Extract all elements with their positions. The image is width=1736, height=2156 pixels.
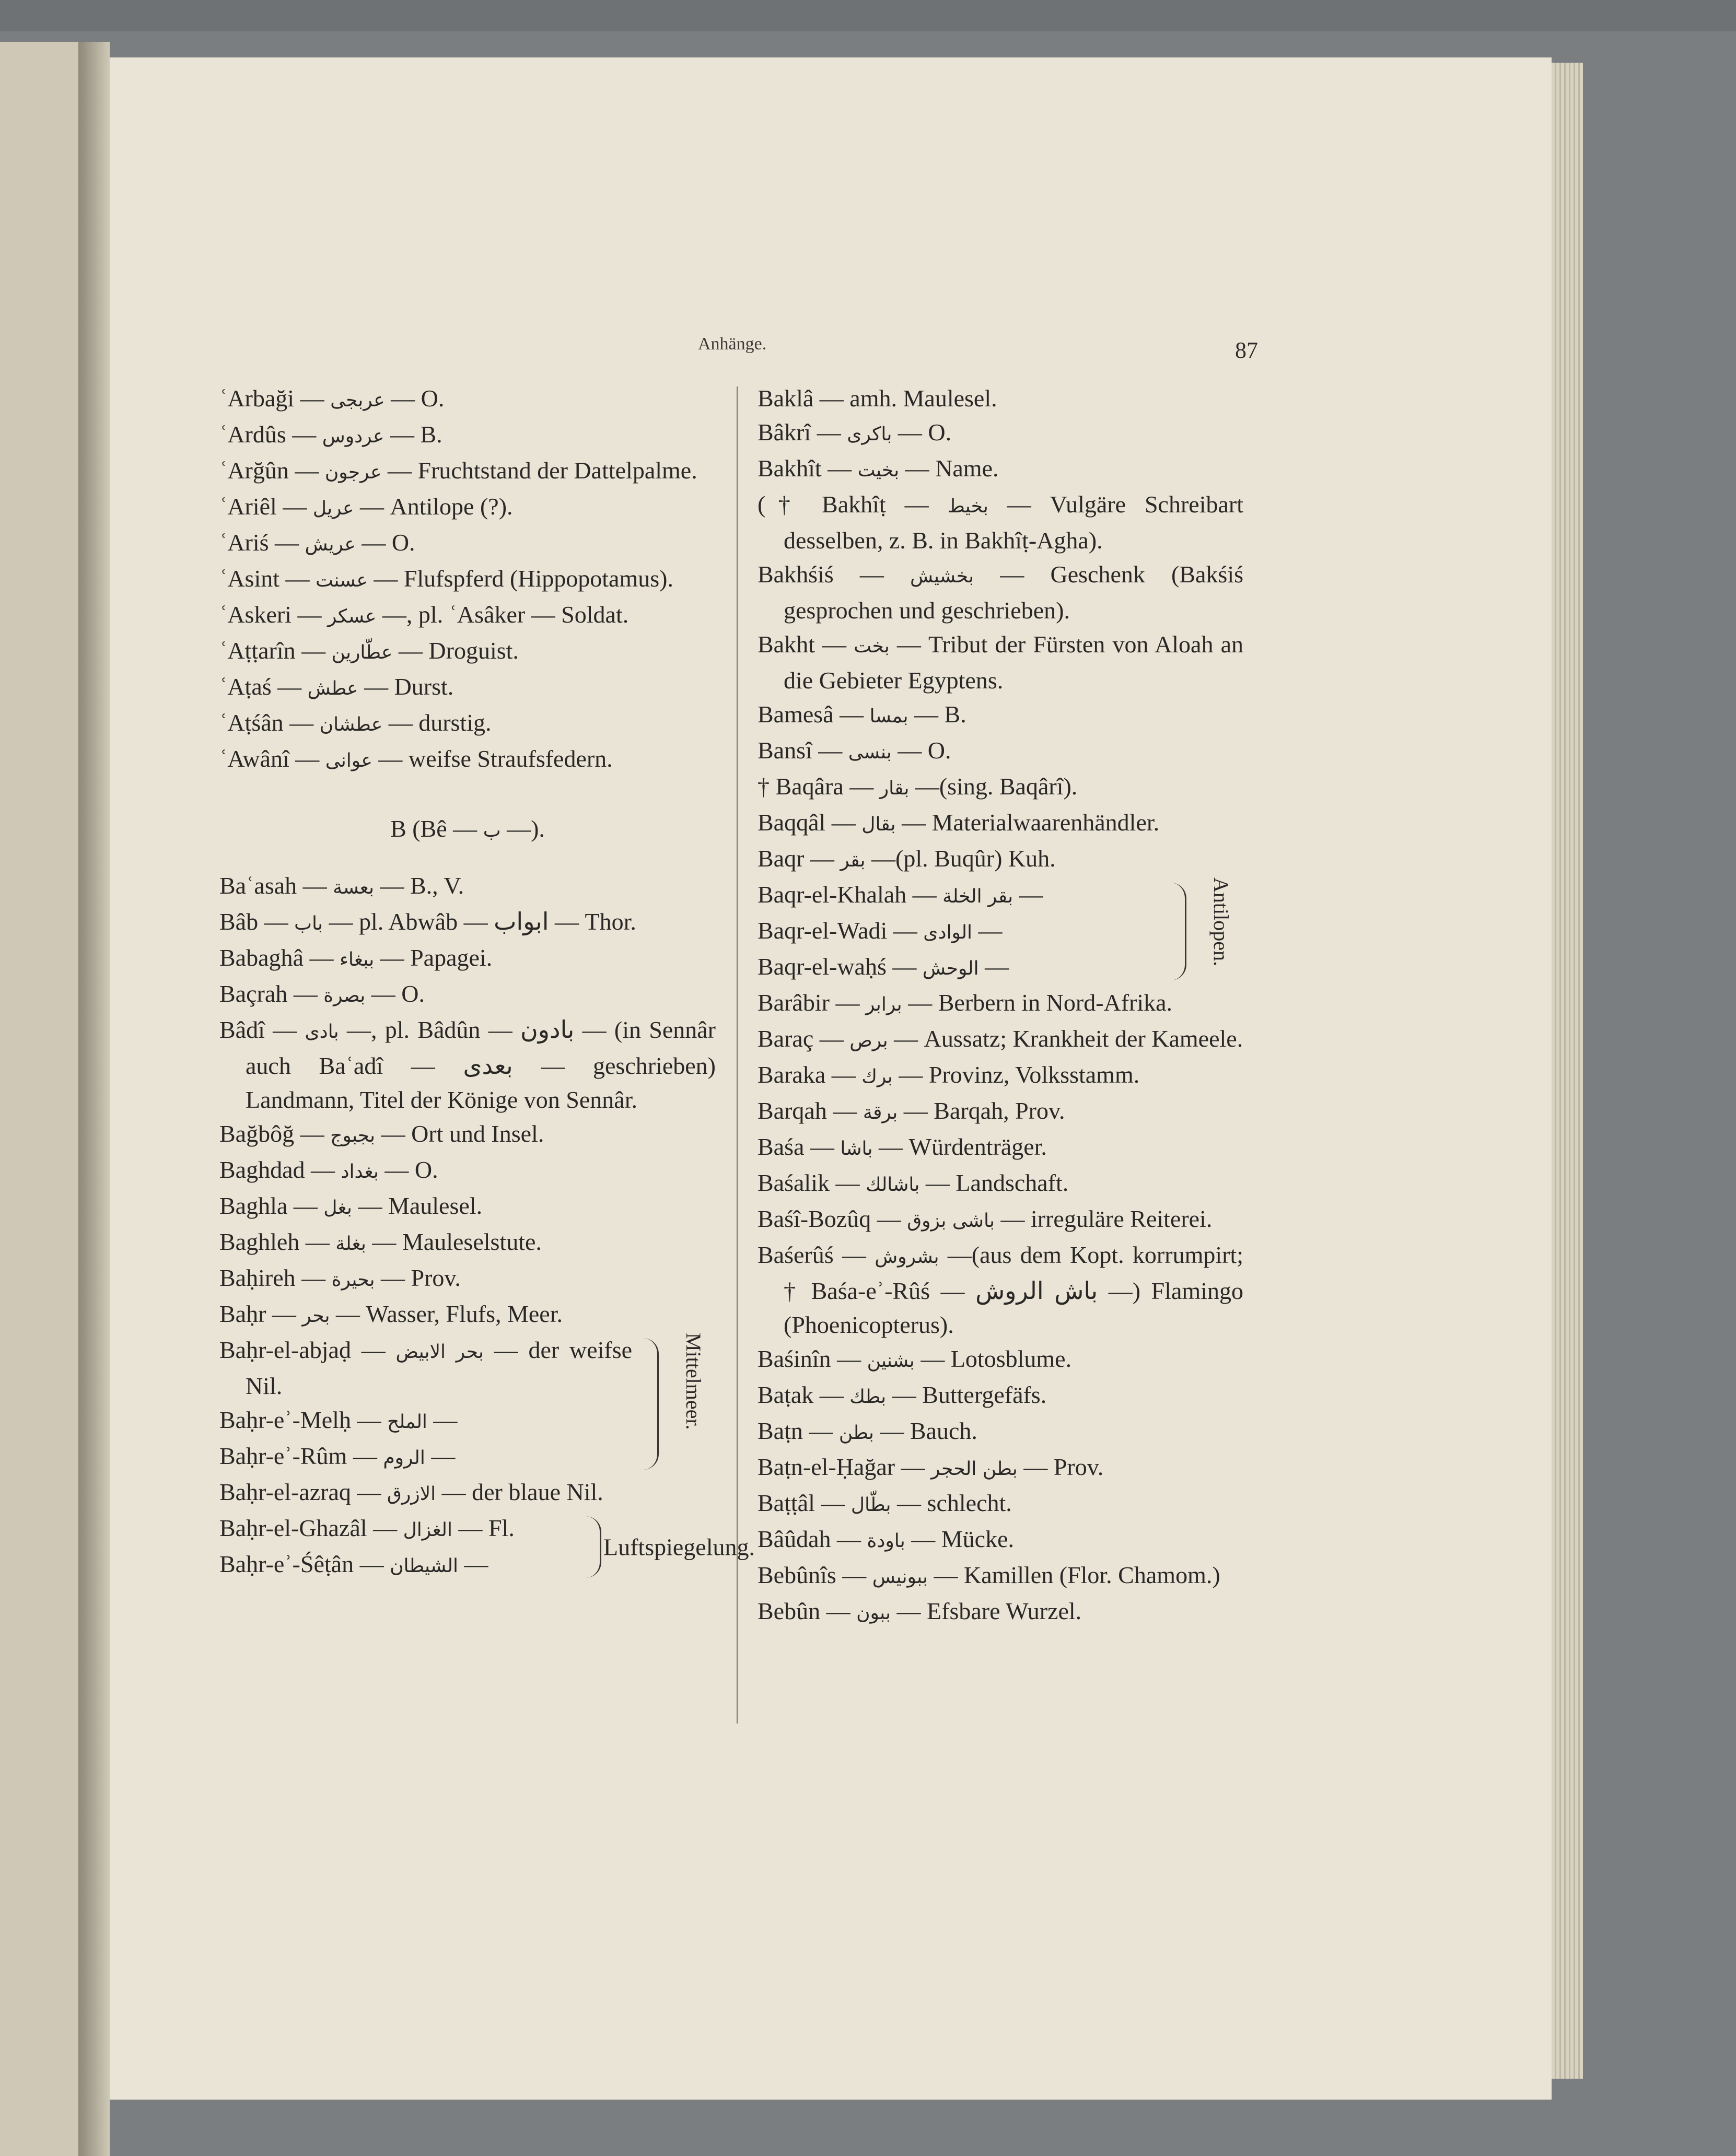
entry-definition: weifse Straufsfedern.	[408, 745, 613, 772]
entry-arabic: برقة	[863, 1102, 898, 1123]
entry-definition: Mauleselstute.	[402, 1228, 542, 1255]
entry-arabic: باب	[294, 913, 323, 934]
entry-arabic: بشنين	[867, 1350, 915, 1372]
glossary-entry: Bamesâ — بمسا — B.	[758, 701, 966, 728]
entry-headword: Baḥireh	[219, 1264, 296, 1291]
entry-headword: ʿArbaği	[219, 385, 295, 412]
entry-headword: Baḥr-eʾ-Melḥ	[219, 1407, 351, 1433]
entry-headword: Baqr-el-waḥś	[758, 953, 887, 980]
left-entries-top	[219, 381, 716, 778]
entry-definition: Droguist.	[428, 637, 519, 664]
book-gutter	[78, 42, 110, 2156]
entry-definition: (pl. Buqûr) Kuh.	[895, 845, 1056, 872]
glossary-entry: ʿAṭaś — عطش — Durst.	[219, 673, 454, 700]
entry-headword: Bamesâ	[758, 701, 834, 728]
entry-headword: Baḥr-eʾ-Śêṭân	[219, 1551, 354, 1577]
entry-definition: O.	[391, 529, 415, 556]
brace	[585, 1516, 601, 1578]
entry-arabic: الوحش	[922, 958, 979, 979]
group-mittelmeer	[219, 1333, 716, 1475]
entry-definition: (aus dem Kopt. korrumpirt; † Baśa-eʾ-Rûś — باش الروش —) Flamingo (Phoenicopterus).	[784, 1241, 1244, 1338]
group-luft-label	[580, 1511, 755, 1583]
glossary-entry: Baraka — برك — Provinz, Volksstamm.	[758, 1061, 1140, 1088]
entry-definition: Materialwaarenhändler.	[931, 809, 1160, 836]
entry-definition: Prov.	[1053, 1454, 1104, 1480]
entry-arabic: باشا	[840, 1138, 873, 1159]
glossary-entry: Barqah — برقة — Barqah, Prov.	[758, 1097, 1065, 1124]
glossary-entry: Barâbir — برابر — Berbern in Nord-Afrika.	[758, 989, 1173, 1016]
entry-headword: Baçrah	[219, 980, 288, 1007]
entry-arabic: بغل	[323, 1197, 352, 1218]
entry-arabic: بغلة	[335, 1233, 366, 1255]
entry-arabic: عطشان	[319, 714, 383, 735]
entry-definition: amh. Maulesel.	[849, 385, 997, 412]
glossary-entry: Baḥr-eʾ-Rûm — الروم —	[219, 1443, 456, 1469]
entry-definition: Efsbare Wurzel.	[927, 1598, 1082, 1624]
entry-definition: der weifse Nil.	[246, 1337, 633, 1399]
glossary-entry: Bakhśiś — بخشيش — Geschenk (Bakśiś gesprochen und geschrieben).	[758, 561, 1244, 624]
column-divider	[737, 386, 738, 1724]
entry-definition: O.	[414, 1156, 438, 1183]
entry-headword: Baqqâl	[758, 809, 826, 836]
glossary-entry: Baçrah — بصرة — O.	[219, 980, 425, 1007]
entry-arabic: عسنت	[316, 570, 368, 591]
entry-headword: Baḥr-el-azraq	[219, 1479, 351, 1505]
entry-arabic: بشروش	[875, 1246, 939, 1268]
glossary-entry: († Bakhîṭ — بخيط — Vulgäre Schreibart desselben, z. B. in Bakhîṭ-Agha).	[758, 491, 1244, 554]
entry-arabic: باشى بزوق	[907, 1210, 995, 1232]
entry-definition: pl. Abwâb — ابواب — Thor.	[359, 908, 636, 935]
entry-arabic: بقار	[879, 778, 910, 799]
entry-arabic: بخيط	[947, 496, 988, 517]
glossary-entry: Bakht — بخت — Tribut der Fürsten von Aloah an die Gebieter Egyptens.	[758, 631, 1243, 694]
entry-arabic: بخيت	[857, 460, 900, 481]
entry-arabic: بخت	[854, 636, 890, 657]
entry-headword: Bâb	[219, 908, 259, 935]
entry-arabic: عطش	[307, 678, 358, 699]
glossary-entry: Baśî-Bozûq — باشى بزوق — irreguläre Reiterei.	[758, 1205, 1213, 1232]
right-column	[758, 381, 1243, 1630]
entry-definition: Durst.	[394, 673, 454, 700]
glossary-entry: ʿAṭṭarîn — عطّارين — Droguist.	[219, 637, 519, 664]
entry-arabic: بجبوج	[330, 1125, 376, 1146]
entry-headword: Baḥr-el-abjaḍ	[219, 1337, 351, 1363]
group-luftspiegelung	[219, 1511, 755, 1583]
entry-arabic: الغزال	[403, 1519, 452, 1541]
glossary-entry: Baʿasah — بعسة — B., V.	[219, 872, 464, 899]
entry-headword: Babaghâ	[219, 944, 304, 971]
entry-definition: Antilope (?).	[390, 493, 513, 520]
entry-headword: Baḥr-el-Ghazâl	[219, 1515, 367, 1541]
entry-headword: Baraç	[758, 1025, 814, 1052]
mittelmeer-label: Mittelmeer.	[682, 1333, 705, 1430]
entry-headword: ʿAskeri	[219, 601, 292, 628]
entry-headword: Baṭn-el-Ḥağar	[758, 1454, 895, 1480]
glossary-entry: Baśerûś — بشروش —(aus dem Kopt. korrumpirt; † Baśa-eʾ-Rûś — باش الروش —) Flamingo (Phoenicopterus).	[758, 1241, 1244, 1338]
entry-definition: Aussatz; Krankheit der Kameele.	[924, 1025, 1243, 1052]
glossary-entry: ʿAwânî — عوانى — weifse Straufsfedern.	[219, 745, 613, 772]
entry-headword: Baśerûś	[758, 1241, 834, 1268]
glossary-entry: Baraç — برص — Aussatz; Krankheit der Kameele.	[758, 1025, 1243, 1052]
brace	[1170, 883, 1186, 980]
entry-definition: Landschaft.	[956, 1169, 1069, 1196]
entry-arabic: بطن الحجر	[931, 1458, 1018, 1480]
entry-headword: ʿArdûs	[219, 421, 286, 448]
glossary-entry: Baṭak — بطك — Buttergefäfs.	[758, 1381, 1047, 1408]
entry-headword: Baśa	[758, 1133, 805, 1160]
entry-definition: B.	[420, 421, 442, 448]
entry-definition: Barqah, Prov.	[934, 1097, 1065, 1124]
entry-headword: Baklâ	[758, 385, 814, 412]
entry-headword: Baqr	[758, 845, 805, 872]
glossary-entry: Baḥr-el-abjaḍ — بحر الابيض — der weifse Nil.	[219, 1337, 633, 1399]
page-edges	[1552, 63, 1583, 2079]
entry-arabic: عربجى	[330, 390, 385, 411]
entry-arabic: بطن	[838, 1422, 874, 1444]
entry-definition: O.	[401, 980, 425, 1007]
glossary-entry: Baqr-el-Wadi — الوادى —	[758, 917, 1003, 944]
entry-headword: Baghdad	[219, 1156, 305, 1183]
entry-definition: Fl.	[488, 1515, 515, 1541]
entry-headword: ʿAṭṭarîn	[219, 637, 296, 664]
entry-headword: Baśî-Bozûq	[758, 1205, 871, 1232]
glossary-entry: Bâdî — بادى —, pl. Bâdûn — بادون — (in Sennâr auch Baʿadî — بعدى — geschrieben) Landmann, Titel der Könige von Sennâr.	[219, 1016, 716, 1113]
entry-definition: O.	[421, 385, 445, 412]
entry-definition: Lotosblume.	[950, 1345, 1072, 1372]
entry-arabic: الازرق	[387, 1483, 436, 1505]
entry-headword: Baghleh	[219, 1228, 300, 1255]
glossary-entry: ʿAsint — عسنت — Flufspferd (Hippopotamus).	[219, 565, 673, 592]
section-heading-post: —).	[507, 815, 545, 842]
entry-arabic: بقر الخلة	[942, 886, 1013, 907]
entry-arabic: بقر	[840, 850, 866, 871]
glossary-entry: Baṭn-el-Ḥağar — بطن الحجر — Prov.	[758, 1454, 1104, 1480]
entry-headword: ʿAriêl	[219, 493, 277, 520]
entry-arabic: باشالك	[865, 1174, 920, 1196]
entry-arabic: بنسى	[848, 742, 892, 763]
entry-headword: Bakhśiś	[758, 561, 834, 588]
entry-headword: Baḥr	[219, 1300, 266, 1327]
glossary-entry: ʿAṭśân — عطشان — durstig.	[219, 709, 492, 736]
entry-arabic: بخشيش	[910, 566, 974, 587]
entry-headword: Baʿasah	[219, 872, 297, 899]
section-heading	[219, 812, 716, 848]
entry-definition: Kamillen (Flor. Chamom.)	[964, 1562, 1220, 1588]
entry-definition: Mücke.	[941, 1526, 1015, 1552]
brace	[643, 1338, 659, 1470]
entry-definition: B.	[944, 701, 966, 728]
glossary-entry: Baklâ — amh. Maulesel.	[758, 385, 997, 412]
left-column	[219, 381, 755, 1583]
glossary-entry: ʿAriś — عريش — O.	[219, 529, 415, 556]
entry-arabic: عريش	[305, 534, 356, 555]
entry-arabic: برص	[849, 1030, 888, 1051]
entry-headword: Baraka	[758, 1061, 826, 1088]
entry-headword: Bakht	[758, 631, 815, 658]
entry-headword: ʿAṭśân	[219, 709, 284, 736]
glossary-entry: † Baqâra — بقار —(sing. Baqârî).	[758, 773, 1078, 800]
glossary-entry: Bansî — بنسى — O.	[758, 737, 951, 764]
entry-headword: † Baqâra	[758, 773, 844, 800]
entry-definition: Flufspferd (Hippopotamus).	[403, 565, 673, 592]
luftspiegelung-label: Luftspiegelung.	[603, 1533, 755, 1561]
entry-definition: Prov.	[411, 1264, 461, 1291]
entry-arabic: بمسا	[869, 706, 908, 727]
entry-arabic: الملح	[387, 1411, 427, 1433]
entry-definition: Provinz, Volksstamm.	[928, 1061, 1140, 1088]
entry-headword: ʿArğûn	[219, 457, 289, 484]
entry-arabic: عسكر	[327, 606, 377, 627]
entry-headword: ʿAriś	[219, 529, 269, 556]
entry-definition: O.	[927, 737, 951, 764]
entry-definition: Ort und Insel.	[411, 1120, 544, 1147]
entry-arabic: بطّال	[850, 1494, 891, 1516]
entry-definition: Fruchtstand der Dattelpalme.	[417, 457, 697, 484]
glossary-entry: ʿArğûn — عرجون — Fruchtstand der Dattelpalme.	[219, 457, 697, 484]
entry-headword: Bansî	[758, 737, 812, 764]
glossary-entry: Baśa — باشا — Würdenträger.	[758, 1133, 1047, 1160]
entry-headword: Baśalik	[758, 1169, 830, 1196]
entry-arabic: عريل	[312, 498, 354, 519]
glossary-entry: Baḥr-eʾ-Śêṭân — الشيطان —	[219, 1551, 488, 1577]
entry-arabic: بقال	[861, 814, 896, 835]
entry-definition: Würdenträger.	[908, 1133, 1047, 1160]
entry-headword: ʿAṭaś	[219, 673, 272, 700]
glossary-entry: ʿArdûs — عردوس — B.	[219, 421, 442, 448]
page-number: 87	[1235, 337, 1258, 363]
glossary-entry: ʿArbaği — عربجى — O.	[219, 385, 445, 412]
running-head: Anhänge.	[698, 334, 767, 354]
glossary-entry: Baghdad — بغداد — O.	[219, 1156, 438, 1183]
entry-headword: Barqah	[758, 1097, 827, 1124]
entry-definition: Tribut der Fürsten von Aloah an die Gebieter Egyptens.	[784, 631, 1243, 694]
glossary-entry: Baḥr-el-Ghazâl — الغزال — Fl.	[219, 1515, 515, 1541]
entry-headword: Baṭṭâl	[758, 1490, 815, 1516]
entry-arabic: بصرة	[323, 985, 366, 1006]
entry-arabic: برك	[861, 1066, 893, 1087]
glossary-entry: Babaghâ — ببغاء — Papagei.	[219, 944, 493, 971]
entry-arabic: باكرى	[847, 424, 892, 445]
entry-headword: Baḥr-eʾ-Rûm	[219, 1443, 347, 1469]
glossary-entry: Baqqâl — بقال — Materialwaarenhändler.	[758, 809, 1160, 836]
entry-arabic: بحر	[302, 1305, 330, 1327]
entry-headword: ʿAsint	[219, 565, 279, 592]
glossary-entry: Baḥr-el-azraq — الازرق — der blaue Nil.	[219, 1479, 603, 1505]
glossary-entry: Baṭn — بطن — Bauch.	[758, 1417, 977, 1444]
entry-definition: Vulgäre Schreibart desselben, z. B. in Bakhîṭ-Agha).	[784, 491, 1244, 554]
entry-arabic: بحر الابيض	[395, 1341, 484, 1363]
entry-arabic: بطك	[849, 1386, 887, 1408]
entry-arabic: ببغاء	[339, 949, 375, 970]
entry-headword: Baghla	[219, 1192, 288, 1219]
entry-headword: Bakhît	[758, 455, 822, 482]
entry-definition: Geschenk (Bakśiś gesprochen und geschrieben).	[784, 561, 1244, 624]
glossary-entry: ʿAriêl — عريل — Antilope (?).	[219, 493, 513, 520]
entry-headword: Bebûn	[758, 1598, 821, 1624]
entry-definition: Buttergefäfs.	[922, 1381, 1047, 1408]
group-antilopen-label	[1165, 877, 1243, 986]
entry-definition: Maulesel.	[388, 1192, 483, 1219]
entry-definition: (sing. Baqârî).	[939, 773, 1078, 800]
entry-headword: Baṭn	[758, 1417, 803, 1444]
entry-arabic: باودة	[867, 1530, 905, 1552]
glossary-entry: Baḥireh — بحيرة — Prov.	[219, 1264, 461, 1291]
glossary-entry: Bebûn — ببون — Efsbare Wurzel.	[758, 1598, 1082, 1624]
entry-arabic: بعسة	[333, 877, 374, 898]
glossary-entry: Baqr-el-Khalah — بقر الخلة —	[758, 881, 1043, 908]
entry-arabic: برابر	[865, 994, 902, 1015]
entry-definition: B., V.	[410, 872, 464, 899]
entry-arabic: ببونيس	[872, 1566, 928, 1588]
glossary-entry: Baghla — بغل — Maulesel.	[219, 1192, 483, 1219]
entry-headword: Baṭak	[758, 1381, 814, 1408]
entry-definition: irreguläre Reiterei.	[1031, 1205, 1213, 1232]
glossary-entry: Bâkrî — باكرى — O.	[758, 419, 952, 446]
right-entries-top	[758, 381, 1243, 877]
group-antilopen	[758, 877, 1243, 986]
entry-headword: Bağbôğ	[219, 1120, 295, 1147]
entry-arabic: عطّارين	[331, 642, 393, 663]
glossary-entry: Baśinîn — بشنين — Lotosblume.	[758, 1345, 1072, 1372]
glossary-entry: Bâb — باب — pl. Abwâb — ابواب — Thor.	[219, 908, 636, 935]
entry-arabic: بادى	[305, 1021, 339, 1042]
entry-definition: Name.	[935, 455, 999, 482]
entry-arabic: الوادى	[923, 922, 973, 943]
entry-arabic: عوانى	[325, 750, 372, 771]
left-page-edge	[0, 42, 78, 2156]
entry-headword: Baśinîn	[758, 1345, 831, 1372]
entry-headword: († Bakhîṭ	[758, 491, 886, 518]
glossary-entry: Bâûdah — باودة — Mücke.	[758, 1526, 1015, 1552]
right-entries-bottom	[758, 986, 1243, 1630]
glossary-entry: Bağbôğ — بجبوج — Ort und Insel.	[219, 1120, 544, 1147]
entry-headword: Baqr-el-Khalah	[758, 881, 907, 908]
entry-definition: Berbern in Nord-Afrika.	[938, 989, 1173, 1016]
entry-definition: Bauch.	[910, 1417, 977, 1444]
group-mittelmeer-label	[637, 1333, 716, 1475]
left-entries-b	[219, 869, 716, 1333]
entry-headword: Bâkrî	[758, 419, 811, 446]
glossary-entry: Baśalik — باشالك — Landschaft.	[758, 1169, 1069, 1196]
entry-headword: Bebûnîs	[758, 1562, 836, 1588]
glossary-entry: Baḥr-eʾ-Melḥ — الملح —	[219, 1407, 458, 1433]
entry-definition: O.	[928, 419, 952, 446]
glossary-entry: Baqr-el-waḥś — الوحش —	[758, 953, 1009, 980]
entry-definition: der blaue Nil.	[472, 1479, 603, 1505]
entry-arabic: الروم	[383, 1447, 425, 1469]
glossary-entry: Baghleh — بغلة — Mauleselstute.	[219, 1228, 542, 1255]
entry-arabic: ببون	[856, 1602, 891, 1624]
entry-definition: Papagei.	[410, 944, 493, 971]
entry-arabic: عردوس	[322, 426, 385, 447]
glossary-entry: Bebûnîs — ببونيس — Kamillen (Flor. Chamom.)	[758, 1562, 1220, 1588]
entry-headword: Baqr-el-Wadi	[758, 917, 888, 944]
glossary-entry: ʿAskeri — عسكر —, pl. ʿAsâker — Soldat.	[219, 601, 629, 628]
entry-headword: ʿAwânî	[219, 745, 289, 772]
glossary-entry: Baḥr — بحر — Wasser, Flufs, Meer.	[219, 1300, 563, 1327]
entry-definition: , pl. ʿAsâker — Soldat.	[406, 601, 629, 628]
entry-definition: durstig.	[418, 709, 492, 736]
section-heading-pre: B (Bê —	[390, 815, 477, 842]
section-heading-arabic: ب	[483, 820, 501, 841]
glossary-entry: Baṭṭâl — بطّال — schlecht.	[758, 1490, 1012, 1516]
entry-headword: Bâdî	[219, 1016, 265, 1043]
entry-azraq	[219, 1475, 716, 1511]
entry-arabic: الشيطان	[390, 1555, 458, 1577]
entry-definition: Wasser, Flufs, Meer.	[366, 1300, 563, 1327]
antilopen-label: Antilopen.	[1209, 877, 1233, 966]
entry-headword: Barâbir	[758, 989, 830, 1016]
entry-definition: , pl. Bâdûn — بادون — (in Sennâr auch Baʿadî — بعدى — geschrieben) Landmann, Titel der Könige von Sennâr.	[246, 1016, 716, 1113]
glossary-entry: Baqr — بقر —(pl. Buqûr) Kuh.	[758, 845, 1056, 872]
entry-arabic: بغداد	[341, 1161, 379, 1182]
entry-definition: schlecht.	[927, 1490, 1012, 1516]
entry-arabic: بحيرة	[331, 1269, 375, 1291]
entry-headword: Bâûdah	[758, 1526, 831, 1552]
glossary-entry: Bakhît — بخيت — Name.	[758, 455, 999, 482]
entry-arabic: عرجون	[324, 462, 382, 483]
